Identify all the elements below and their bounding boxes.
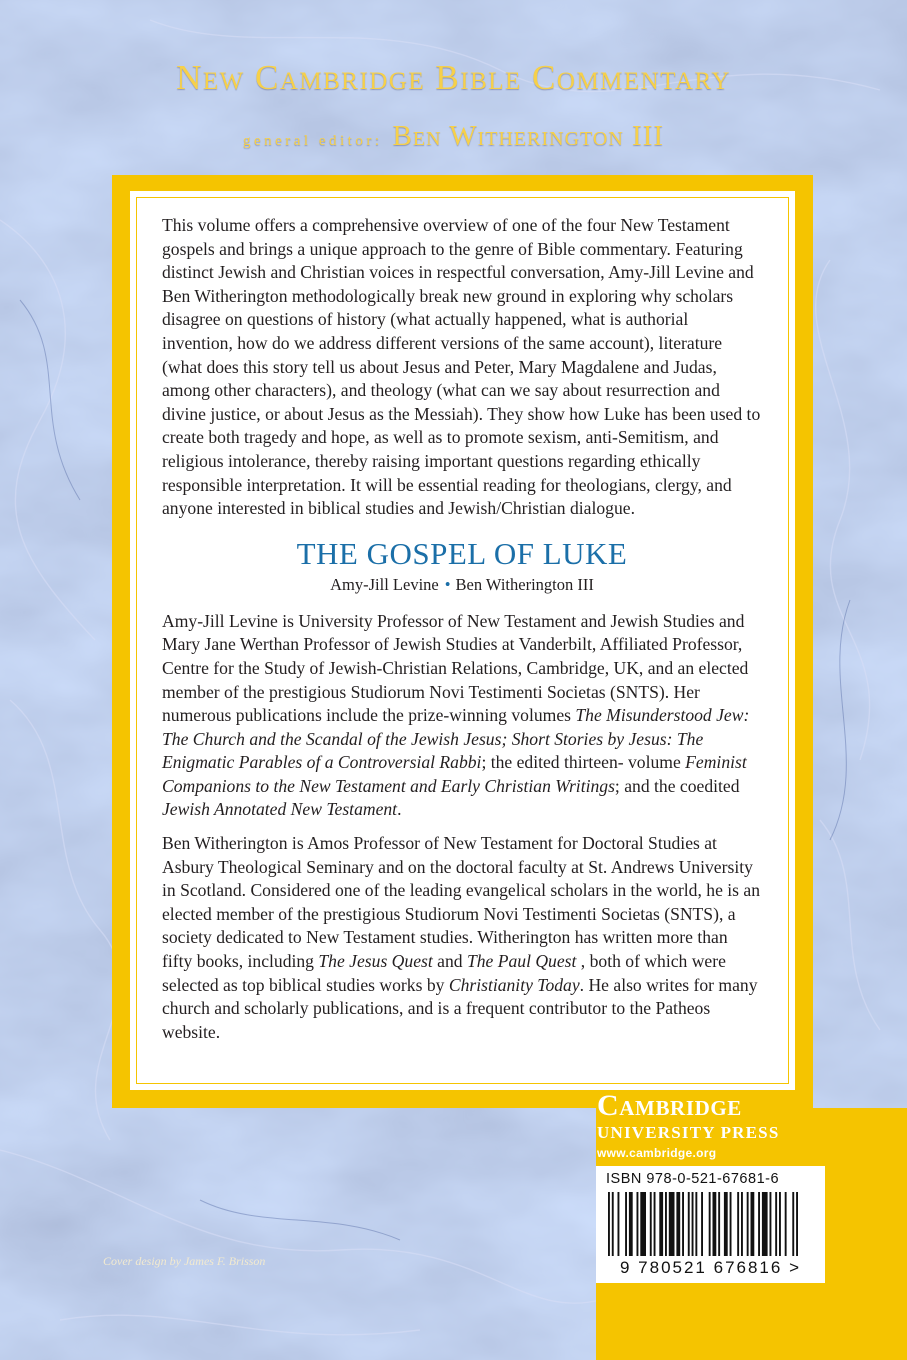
- cover-design-credit: Cover design by James F. Brisson: [103, 1254, 266, 1268]
- author-levine: Amy-Jill Levine: [330, 574, 439, 594]
- bio-witherington-text-2: and: [432, 951, 467, 972]
- author-separator-bullet: •: [444, 574, 451, 594]
- bio-levine-text-1: Amy-Jill Levine is University Professor of New Testament and Jewish Studies and Mary Jane Werthan Professor of Jewish Studies at Vanderbilt, Affiliated Professor, Centre for the Study of Jewish-Christian Relations, Cambridge, UK, and an elected member of the prestigious Studiorum Novi Testimenti Societas (SNTS). Her numerous publications include the prize-winning volumes: [162, 610, 749, 726]
- text-panel: [128, 189, 797, 1092]
- book-description: This volume offers a comprehensive overview of one of the four New Testament gospels and brings a unique approach to the genre of Bible commentary. Featuring distinct Jewish and Christian voices in respectful conversation, Amy-Jill Levine and Ben Witherington methodologically break new ground in exploring why scholars disagree on questions of history (what actually happened, what is authorial invention, how do we address different versions of the same account), literature (what does this story tell us about Jesus and Peter, Mary Magdalene and Judas, among other characters), and theology (what can we say about resurrection and divine justice, or about Jesus as the Messiah). They show how Luke has been used to create both tragedy and hope, as well as to promote sexism, anti-Semitism, and religious intolerance, thereby raising important questions regarding ethically responsible interpretation. It will be essential reading for theologians, clergy, and anyone interested in biblical studies and Jewish/Christian dialogue.: [162, 215, 761, 519]
- publisher-url: www.cambridge.org: [597, 1146, 717, 1160]
- general-editor-line: [0, 120, 907, 153]
- publisher-logo: [597, 1090, 822, 1160]
- barcode-icon: [604, 1192, 817, 1256]
- bio-witherington-title-1: The Jesus Quest: [318, 951, 433, 972]
- publisher-name: Cambridge: [597, 1089, 742, 1122]
- bio-levine-text-3: ; and the coedited: [614, 775, 740, 796]
- bio-levine-text-4: .: [397, 799, 402, 820]
- bio-witherington-title-2: The Paul Quest: [466, 951, 577, 972]
- bio-levine-titles-1: The Misunderstood Jew: The Church and the Scandal of the Jewish Jesus; Short Stories by Jesus: The Enigmatic Parables of a Controversial Rabbi: [162, 705, 750, 773]
- bio-witherington: [162, 832, 762, 1044]
- isbn-barcode-box: [596, 1166, 825, 1283]
- bio-levine: [162, 610, 762, 822]
- general-editor-label: general editor:: [242, 133, 383, 149]
- barcode-digits: 9 780521 676816 >: [619, 1258, 801, 1277]
- bio-witherington-text-1: Ben Witherington is Amos Professor of New Testament for Doctoral Studies at Asbury Theological Seminary and on the doctoral faculty at St. Andrews University in Scotland. Considered one of the leading evangelical scholars in the world, he is an elected member of the prestigious Studiorum Novi Testimenti Societas (SNTS), a society dedicated to New Testament studies. Witherington has written more than fifty books, including: [162, 833, 761, 972]
- bio-levine-text-2: ; the edited thirteen- volume: [481, 752, 686, 773]
- book-title: THE GOSPEL OF LUKE: [296, 535, 628, 571]
- bio-levine-titles-2: Feminist Companions to the New Testament and Early Christian Writings: [162, 752, 747, 796]
- general-editor-name: Ben Witherington III: [392, 120, 665, 152]
- series-title: New Cambridge Bible Commentary: [176, 58, 731, 97]
- publisher-subtitle: UNIVERSITY PRESS: [597, 1123, 780, 1142]
- bio-witherington-text-3: , both of which were selected as top biblical studies works by: [162, 951, 726, 995]
- bio-witherington-title-3: Christianity Today: [448, 974, 580, 995]
- book-authors: [162, 574, 762, 596]
- isbn-label: ISBN 978-0-521-67681-6: [606, 1171, 780, 1187]
- panel-text: [162, 214, 762, 1044]
- author-witherington: Ben Witherington III: [455, 574, 594, 594]
- text-frame: [112, 175, 813, 1108]
- bio-witherington-text-4: . He also writes for many church and scholarly publications, and is a frequent contributor to the Patheos website.: [162, 974, 758, 1042]
- bio-levine-titles-3: Jewish Annotated New Testament: [162, 799, 398, 820]
